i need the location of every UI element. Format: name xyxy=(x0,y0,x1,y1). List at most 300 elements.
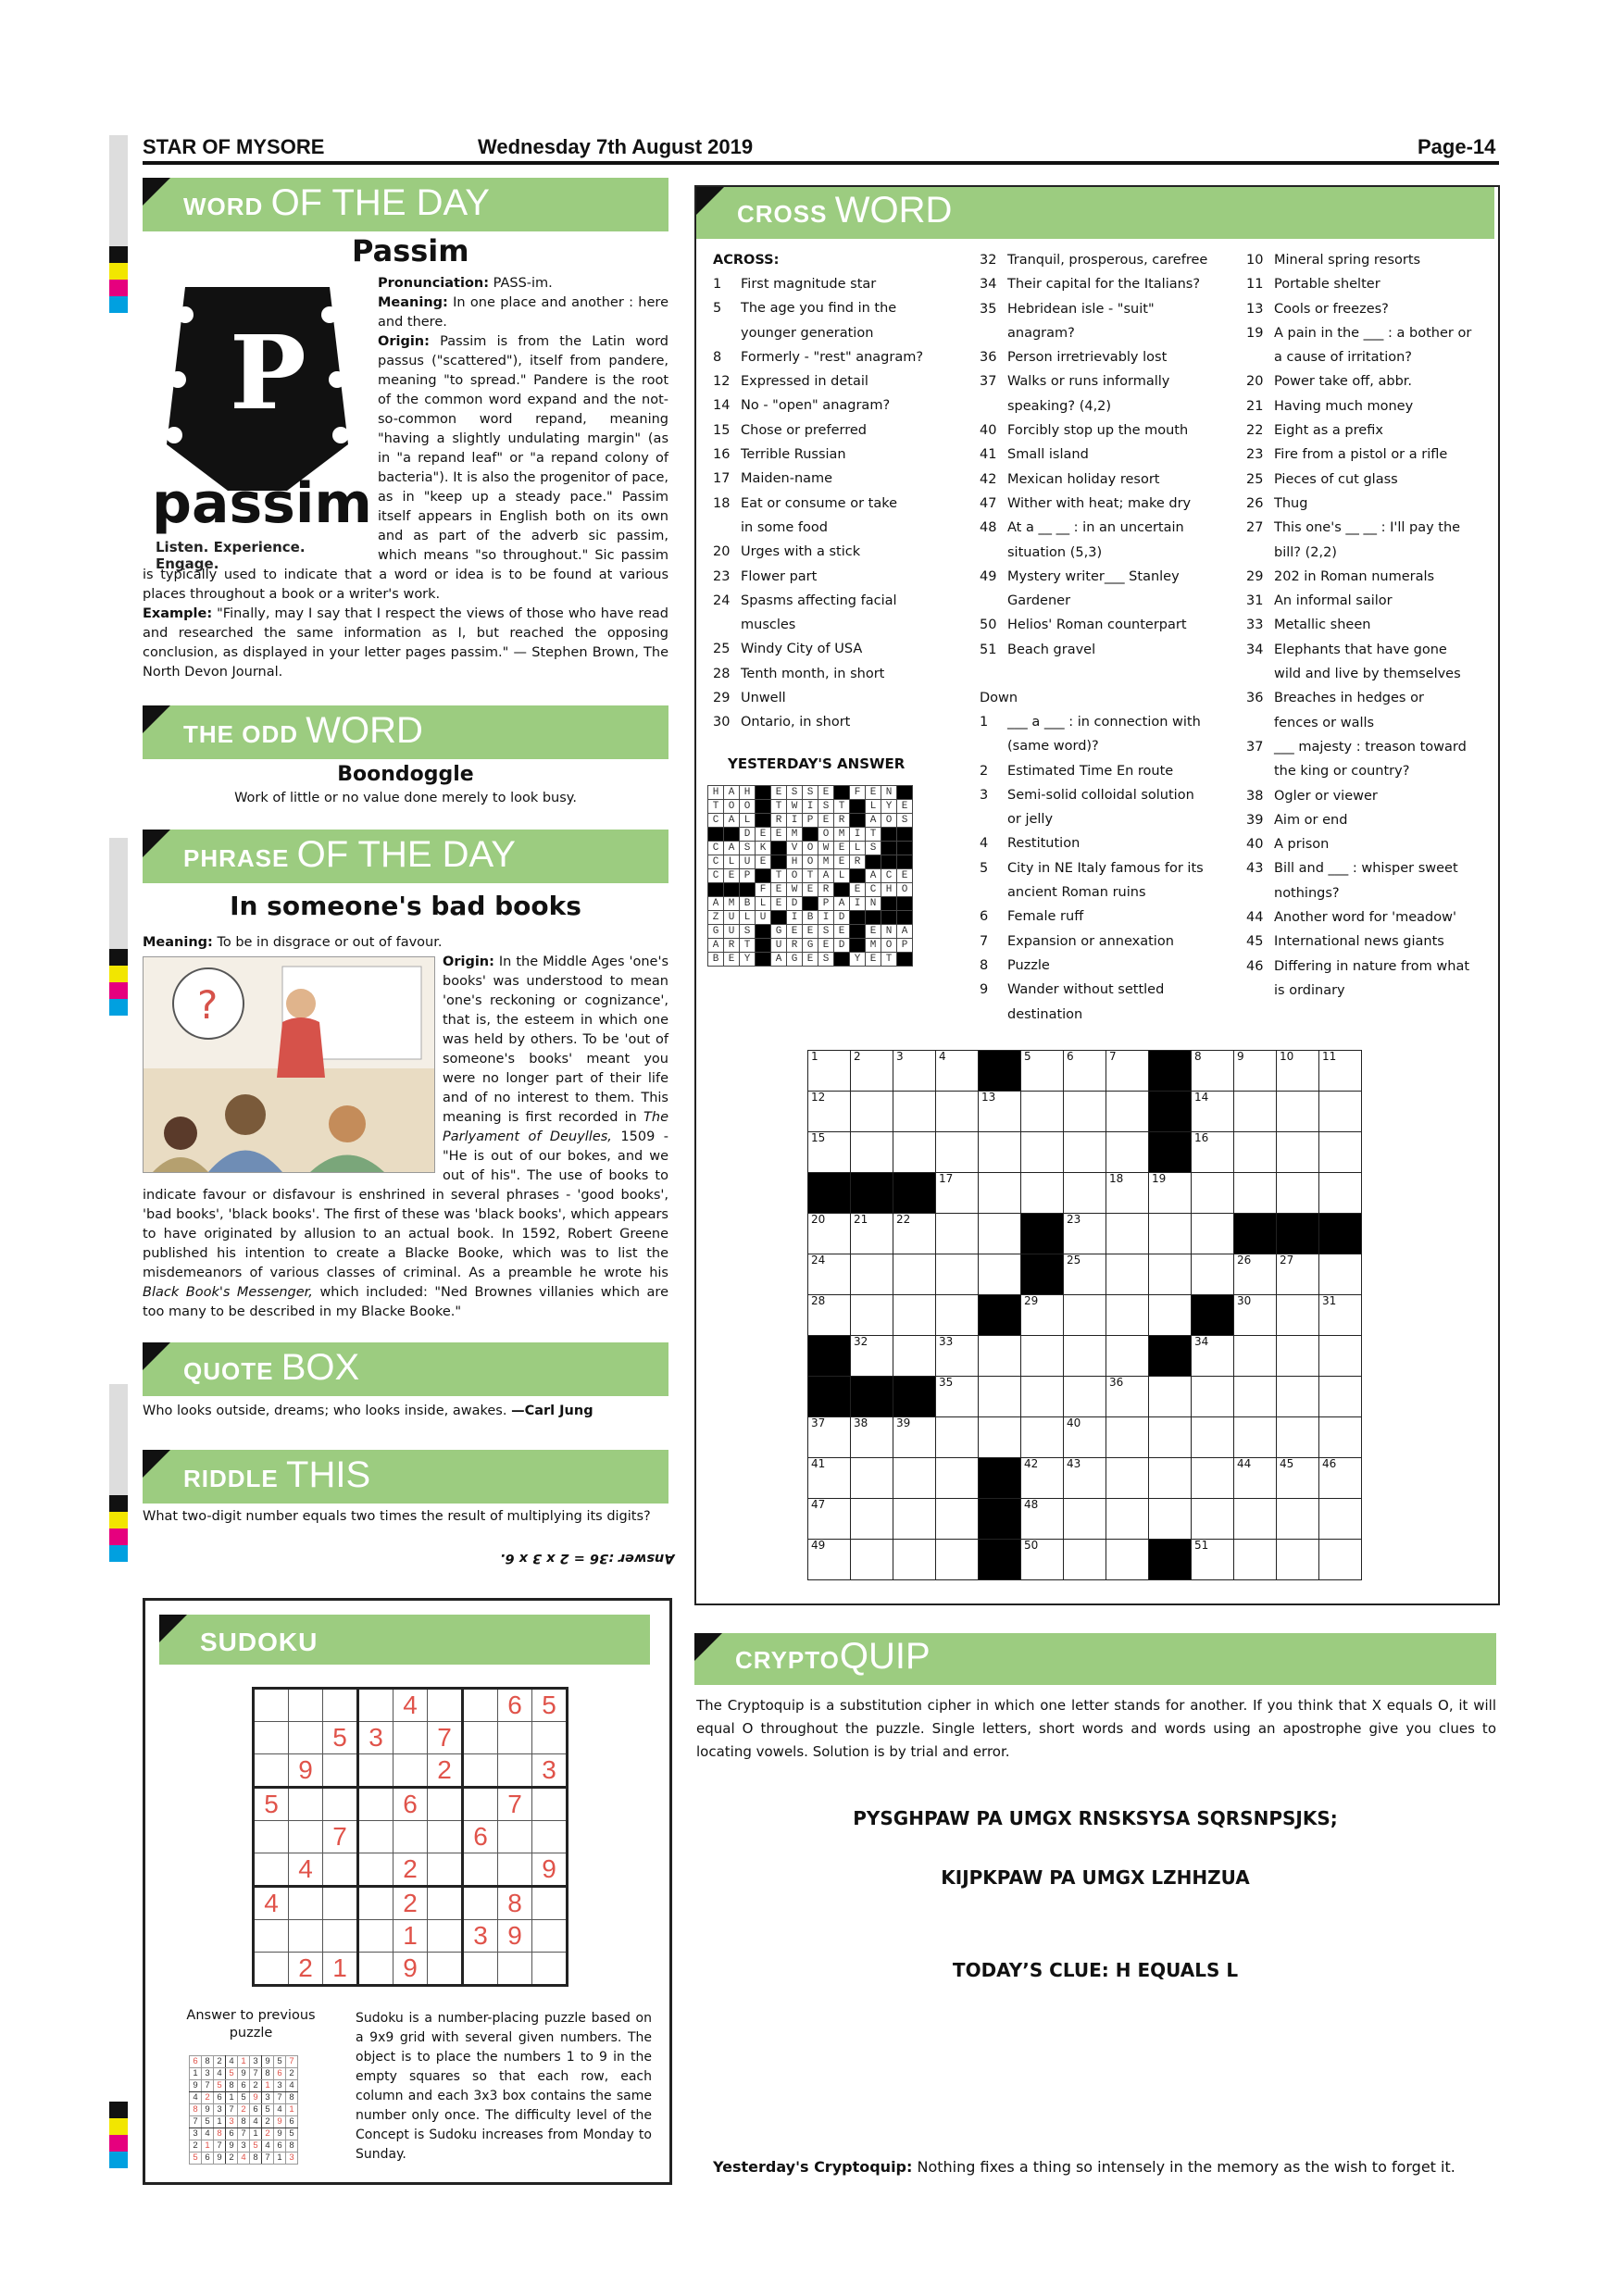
answer-letter: B xyxy=(708,953,724,967)
sudoku-cell[interactable] xyxy=(323,1788,358,1821)
crossword-cell[interactable] xyxy=(1319,1051,1362,1092)
sudoku-cell[interactable]: 4 xyxy=(289,1853,323,1887)
sudoku-cell[interactable] xyxy=(463,1689,498,1722)
crossword-cell[interactable] xyxy=(1149,1377,1192,1417)
sudoku-cell[interactable] xyxy=(532,1788,568,1821)
answer-block xyxy=(724,883,740,897)
sudoku-cell[interactable]: 6 xyxy=(394,1788,428,1821)
crossword-cell[interactable] xyxy=(893,1336,936,1377)
crossword-cell[interactable] xyxy=(1192,1458,1234,1499)
clue-number: 40 xyxy=(1246,837,1264,853)
sudoku-cell[interactable] xyxy=(532,1887,568,1920)
crossword-cell[interactable] xyxy=(1106,1092,1149,1132)
sudoku-cell[interactable] xyxy=(254,1920,289,1953)
crossword-cell[interactable] xyxy=(1234,1458,1277,1499)
crossword-cell[interactable] xyxy=(1234,1092,1277,1132)
sudoku-cell[interactable] xyxy=(463,1887,498,1920)
crossword-cell[interactable] xyxy=(1319,1499,1362,1540)
prev-answer-cell: 5 xyxy=(190,2152,202,2165)
crossword-cell[interactable] xyxy=(1064,1173,1106,1214)
clue-text: Expansion or annexation xyxy=(1007,933,1174,949)
clue-number: 7 xyxy=(980,933,989,949)
crossword-cell[interactable] xyxy=(1277,1051,1319,1092)
crossword-cell[interactable] xyxy=(1064,1051,1106,1092)
sudoku-cell[interactable] xyxy=(532,1953,568,1986)
answer-letter: S xyxy=(866,842,881,855)
crossword-cell[interactable] xyxy=(1319,1092,1362,1132)
crossword-cell[interactable] xyxy=(1192,1173,1234,1214)
sudoku-cell[interactable]: 7 xyxy=(323,1821,358,1853)
crossword-cell[interactable] xyxy=(1021,1417,1064,1458)
crossword-cell[interactable] xyxy=(808,1295,851,1336)
answer-block xyxy=(897,786,913,800)
crossword-cell[interactable] xyxy=(1106,1295,1149,1336)
crossword-cell[interactable] xyxy=(851,1092,893,1132)
odd-word-title: Boondoggle xyxy=(337,763,474,786)
prev-answer-cell: 2 xyxy=(238,2104,250,2116)
crossword-cell[interactable] xyxy=(1234,1540,1277,1580)
sudoku-cell[interactable]: 9 xyxy=(532,1853,568,1887)
crossword-cell[interactable] xyxy=(1021,1295,1064,1336)
crossword-cell[interactable] xyxy=(808,1499,851,1540)
sudoku-cell[interactable] xyxy=(323,1754,358,1788)
crossword-cell[interactable] xyxy=(1064,1540,1106,1580)
sudoku-cell[interactable]: 7 xyxy=(428,1722,463,1754)
sudoku-cell[interactable] xyxy=(358,1754,394,1788)
sudoku-cell[interactable]: 1 xyxy=(394,1920,428,1953)
sudoku-cell[interactable] xyxy=(289,1887,323,1920)
crossword-cell[interactable] xyxy=(1277,1499,1319,1540)
cell-number: 40 xyxy=(1067,1416,1081,1429)
crossword-cell[interactable] xyxy=(1277,1254,1319,1295)
crossword-cell[interactable] xyxy=(1064,1214,1106,1254)
answer-letter: O xyxy=(897,883,913,897)
sudoku-cell[interactable] xyxy=(428,1788,463,1821)
sudoku-cell[interactable] xyxy=(323,1853,358,1887)
crossword-cell[interactable] xyxy=(1192,1499,1234,1540)
sudoku-cell[interactable]: 2 xyxy=(428,1754,463,1788)
sudoku-cell[interactable] xyxy=(498,1821,532,1853)
clue-cont xyxy=(1246,541,1471,565)
answer-letter: P xyxy=(897,939,913,953)
crossword-cell[interactable] xyxy=(936,1540,979,1580)
crossword-cell[interactable] xyxy=(1234,1051,1277,1092)
answer-letter: W xyxy=(787,800,803,814)
crossword-cell[interactable] xyxy=(893,1254,936,1295)
crossword-cell[interactable] xyxy=(1064,1377,1106,1417)
crossword-block xyxy=(808,1173,851,1214)
crossword-cell[interactable] xyxy=(1277,1377,1319,1417)
sudoku-cell[interactable]: 4 xyxy=(394,1689,428,1722)
phrase-title: In someone's bad books xyxy=(230,891,581,921)
phrase-origin-label: Origin: xyxy=(443,955,494,969)
crossword-cell[interactable] xyxy=(1149,1417,1192,1458)
clue-text: The age you find in the xyxy=(741,301,897,317)
clue-number: 6 xyxy=(980,909,989,925)
sudoku-cell[interactable] xyxy=(254,1754,289,1788)
crossword-cell[interactable] xyxy=(1234,1295,1277,1336)
sudoku-cell[interactable] xyxy=(254,1853,289,1887)
crossword-cell[interactable] xyxy=(1064,1336,1106,1377)
sudoku-cell[interactable] xyxy=(394,1722,428,1754)
sudoku-cell[interactable] xyxy=(358,1887,394,1920)
crossword-cell[interactable] xyxy=(1021,1173,1064,1214)
answer-block xyxy=(756,786,771,800)
header-rule xyxy=(143,161,1499,165)
crossword-cell[interactable] xyxy=(851,1417,893,1458)
crossword-cell[interactable] xyxy=(851,1132,893,1173)
crossword-cell[interactable] xyxy=(979,1254,1021,1295)
sudoku-cell[interactable]: 2 xyxy=(394,1853,428,1887)
crossword-cell[interactable] xyxy=(936,1295,979,1336)
crossword-cell[interactable] xyxy=(979,1336,1021,1377)
crossword-cell[interactable] xyxy=(1192,1092,1234,1132)
clue-38 xyxy=(1246,784,1471,808)
crossword-cell[interactable] xyxy=(936,1458,979,1499)
sudoku-cell[interactable] xyxy=(289,1788,323,1821)
registration-mark xyxy=(109,1495,128,1562)
crossword-cell[interactable] xyxy=(1277,1417,1319,1458)
clue-number: 50 xyxy=(980,618,997,633)
sudoku-cell[interactable] xyxy=(358,1821,394,1853)
crossword-cell[interactable] xyxy=(1149,1458,1192,1499)
crossword-cell[interactable] xyxy=(1192,1336,1234,1377)
sudoku-cell[interactable]: 5 xyxy=(323,1722,358,1754)
crossword-cell[interactable] xyxy=(1192,1540,1234,1580)
crossword-cell[interactable] xyxy=(1106,1132,1149,1173)
crossword-cell[interactable] xyxy=(808,1214,851,1254)
crossword-cell[interactable] xyxy=(851,1336,893,1377)
sudoku-cell[interactable]: 5 xyxy=(532,1689,568,1722)
sudoku-cell[interactable] xyxy=(394,1821,428,1853)
cell-number: 28 xyxy=(811,1294,826,1307)
crossword-cell[interactable] xyxy=(1106,1540,1149,1580)
crossword-cell[interactable] xyxy=(808,1458,851,1499)
clue-text: (same word)? xyxy=(1007,739,1099,755)
crossword-cell[interactable] xyxy=(1192,1132,1234,1173)
crossword-cell[interactable] xyxy=(1021,1377,1064,1417)
sudoku-cell[interactable]: 1 xyxy=(323,1953,358,1986)
sudoku-cell[interactable]: 3 xyxy=(463,1920,498,1953)
answer-letter: I xyxy=(850,828,866,842)
crossword-cell[interactable] xyxy=(1319,1458,1362,1499)
crossword-cell[interactable] xyxy=(1319,1377,1362,1417)
crossword-cell[interactable] xyxy=(979,1214,1021,1254)
answer-letter: E xyxy=(866,925,881,939)
clue-number: 23 xyxy=(713,568,731,584)
sudoku-cell[interactable]: 4 xyxy=(254,1887,289,1920)
prev-answer-cell: 9 xyxy=(214,2152,226,2165)
crossword-cell[interactable] xyxy=(1021,1540,1064,1580)
crossword-cell[interactable] xyxy=(1234,1377,1277,1417)
crossword-cell[interactable] xyxy=(1106,1458,1149,1499)
crossword-cell[interactable] xyxy=(808,1417,851,1458)
answer-block xyxy=(740,883,756,897)
crossword-cell[interactable] xyxy=(893,1132,936,1173)
crossword-cell[interactable] xyxy=(1064,1254,1106,1295)
crossword-cell[interactable] xyxy=(851,1540,893,1580)
crossword-cell[interactable] xyxy=(1064,1132,1106,1173)
sudoku-banner xyxy=(159,1615,650,1665)
crossword-cell[interactable] xyxy=(1234,1254,1277,1295)
crossword-cell[interactable] xyxy=(1192,1051,1234,1092)
sudoku-cell[interactable] xyxy=(463,1953,498,1986)
clue-text: Thug xyxy=(1274,495,1308,511)
sudoku-cell[interactable] xyxy=(358,1689,394,1722)
crossword-cell[interactable] xyxy=(851,1499,893,1540)
crossword-cell[interactable] xyxy=(1234,1417,1277,1458)
sudoku-cell[interactable] xyxy=(498,1953,532,1986)
crossword-cell[interactable] xyxy=(1192,1417,1234,1458)
crossword-cell[interactable] xyxy=(1234,1336,1277,1377)
sudoku-cell[interactable]: 7 xyxy=(498,1788,532,1821)
crossword-cell[interactable] xyxy=(936,1499,979,1540)
crossword-cell[interactable] xyxy=(893,1417,936,1458)
crossword-cell[interactable] xyxy=(851,1254,893,1295)
crossword-cell[interactable] xyxy=(979,1092,1021,1132)
clue-text: Breaches in hedges or xyxy=(1274,691,1424,706)
crossword-cell[interactable] xyxy=(1149,1173,1192,1214)
crossword-cell[interactable] xyxy=(1064,1417,1106,1458)
crossword-cell[interactable] xyxy=(979,1173,1021,1214)
crossword-cell[interactable] xyxy=(1319,1295,1362,1336)
crossword-cell[interactable] xyxy=(1021,1092,1064,1132)
registration-mark xyxy=(109,949,128,1016)
sudoku-cell[interactable] xyxy=(358,1853,394,1887)
clue-cont xyxy=(1246,711,1471,735)
crossword-cell[interactable] xyxy=(851,1051,893,1092)
sudoku-cell[interactable] xyxy=(532,1722,568,1754)
prev-answer-cell: 1 xyxy=(226,2092,238,2104)
sudoku-cell[interactable] xyxy=(463,1754,498,1788)
crossword-cell[interactable] xyxy=(1192,1377,1234,1417)
crossword-cell[interactable] xyxy=(1277,1092,1319,1132)
crossword-cell[interactable] xyxy=(936,1377,979,1417)
crossword-cell[interactable] xyxy=(1277,1540,1319,1580)
crossword-cell[interactable] xyxy=(1277,1336,1319,1377)
crossword-cell[interactable] xyxy=(1319,1173,1362,1214)
crossword-block xyxy=(808,1336,851,1377)
crossword-cell[interactable] xyxy=(1234,1173,1277,1214)
sudoku-cell[interactable] xyxy=(428,1853,463,1887)
sudoku-cell[interactable] xyxy=(289,1920,323,1953)
answer-letter: M xyxy=(834,828,850,842)
crossword-cell[interactable] xyxy=(936,1051,979,1092)
crossword-cell[interactable] xyxy=(1106,1417,1149,1458)
sudoku-cell[interactable] xyxy=(498,1853,532,1887)
clue-text: Expressed in detail xyxy=(741,374,868,390)
sudoku-cell[interactable] xyxy=(498,1754,532,1788)
sudoku-cell[interactable] xyxy=(463,1853,498,1887)
crossword-cell[interactable] xyxy=(808,1540,851,1580)
answer-letter: L xyxy=(834,869,850,883)
crossword-cell[interactable] xyxy=(936,1132,979,1173)
banner-small: PHRASE xyxy=(183,844,290,872)
clue-number: 25 xyxy=(713,642,731,657)
sudoku-cell[interactable] xyxy=(463,1722,498,1754)
sudoku-cell[interactable] xyxy=(428,1689,463,1722)
crossword-cell[interactable] xyxy=(1106,1499,1149,1540)
crossword-cell[interactable] xyxy=(1234,1132,1277,1173)
sudoku-cell[interactable]: 9 xyxy=(394,1953,428,1986)
prev-answer-cell: 7 xyxy=(226,2104,238,2116)
sudoku-cell[interactable] xyxy=(532,1920,568,1953)
crossword-cell[interactable] xyxy=(893,1092,936,1132)
sudoku-cell[interactable] xyxy=(498,1722,532,1754)
sudoku-cell[interactable] xyxy=(428,1887,463,1920)
clue-39 xyxy=(1246,808,1471,832)
sudoku-cell[interactable] xyxy=(358,1953,394,1986)
sudoku-cell[interactable] xyxy=(254,1821,289,1853)
crossword-cell[interactable] xyxy=(1149,1499,1192,1540)
crossword-cell[interactable] xyxy=(893,1458,936,1499)
sudoku-cell[interactable] xyxy=(428,1920,463,1953)
sudoku-cell[interactable]: 8 xyxy=(498,1887,532,1920)
sudoku-cell[interactable] xyxy=(254,1953,289,1986)
sudoku-cell[interactable] xyxy=(428,1821,463,1853)
crossword-cell[interactable] xyxy=(1064,1092,1106,1132)
crossword-cell[interactable] xyxy=(893,1214,936,1254)
crossword-cell[interactable] xyxy=(1106,1173,1149,1214)
crossword-cell[interactable] xyxy=(1149,1214,1192,1254)
clue-text: the king or country? xyxy=(1274,764,1410,780)
crossword-cell[interactable] xyxy=(1021,1051,1064,1092)
sudoku-cell[interactable] xyxy=(358,1920,394,1953)
crossword-cell[interactable] xyxy=(979,1132,1021,1173)
crossword-cell[interactable] xyxy=(1319,1254,1362,1295)
crossword-cell[interactable] xyxy=(936,1336,979,1377)
crossword-cell[interactable] xyxy=(893,1499,936,1540)
crossword-cell[interactable] xyxy=(1064,1499,1106,1540)
answer-letter: E xyxy=(803,953,818,967)
sudoku-cell[interactable] xyxy=(428,1953,463,1986)
crossword-cell[interactable] xyxy=(1277,1173,1319,1214)
crossword-cell[interactable] xyxy=(936,1254,979,1295)
sudoku-cell[interactable]: 6 xyxy=(463,1821,498,1853)
sudoku-cell[interactable]: 5 xyxy=(254,1788,289,1821)
sudoku-grid[interactable] xyxy=(252,1687,568,1987)
crossword-cell[interactable] xyxy=(1106,1051,1149,1092)
answer-letter: Y xyxy=(881,800,897,814)
prev-answer-cell: 1 xyxy=(214,2116,226,2128)
clue-text: Mineral spring resorts xyxy=(1274,253,1421,268)
cell-number: 44 xyxy=(1237,1457,1252,1470)
crossword-cell[interactable] xyxy=(1319,1336,1362,1377)
crossword-cell[interactable] xyxy=(808,1051,851,1092)
crossword-cell[interactable] xyxy=(1064,1295,1106,1336)
sudoku-cell[interactable] xyxy=(289,1821,323,1853)
crossword-cell[interactable] xyxy=(936,1417,979,1458)
crossword-cell[interactable] xyxy=(1106,1214,1149,1254)
crossword-cell[interactable] xyxy=(851,1295,893,1336)
crossword-cell[interactable] xyxy=(1277,1295,1319,1336)
prev-answer-cell: 1 xyxy=(274,2152,286,2165)
crossword-cell[interactable] xyxy=(1319,1132,1362,1173)
answer-letter: E xyxy=(771,786,787,800)
crossword-cell[interactable] xyxy=(1149,1254,1192,1295)
prev-answer-cell: 9 xyxy=(274,2116,286,2128)
sudoku-cell[interactable] xyxy=(323,1689,358,1722)
answer-letter: E xyxy=(834,842,850,855)
sudoku-cell[interactable] xyxy=(463,1788,498,1821)
crossword-cell[interactable] xyxy=(936,1214,979,1254)
logo-wordmark: passim xyxy=(152,471,372,536)
crossword-cell[interactable] xyxy=(808,1132,851,1173)
clue-40 xyxy=(1246,832,1471,856)
crossword-cell[interactable] xyxy=(1064,1458,1106,1499)
sudoku-cell[interactable] xyxy=(358,1788,394,1821)
answer-letter: E xyxy=(803,925,818,939)
crossword-cell[interactable] xyxy=(1319,1417,1362,1458)
page-number: Page-14 xyxy=(1418,135,1496,158)
crossword-cell[interactable] xyxy=(851,1214,893,1254)
crossword-cell[interactable] xyxy=(1106,1254,1149,1295)
crossword-cell[interactable] xyxy=(1021,1132,1064,1173)
sudoku-cell[interactable] xyxy=(323,1920,358,1953)
crossword-cell[interactable] xyxy=(1277,1458,1319,1499)
crossword-cell[interactable] xyxy=(1192,1254,1234,1295)
sudoku-cell[interactable]: 9 xyxy=(498,1920,532,1953)
crossword-cell[interactable] xyxy=(1021,1336,1064,1377)
crossword-cell[interactable] xyxy=(1277,1132,1319,1173)
crossword-cell[interactable] xyxy=(979,1417,1021,1458)
sudoku-cell[interactable]: 2 xyxy=(289,1953,323,1986)
crossword-cell[interactable] xyxy=(1106,1377,1149,1417)
sudoku-cell[interactable]: 3 xyxy=(358,1722,394,1754)
crossword-grid[interactable] xyxy=(807,1050,1362,1580)
sudoku-cell[interactable]: 3 xyxy=(532,1754,568,1788)
clue-23 xyxy=(713,565,923,589)
sudoku-cell[interactable] xyxy=(323,1887,358,1920)
crossword-cell[interactable] xyxy=(1021,1458,1064,1499)
crossword-cell[interactable] xyxy=(936,1092,979,1132)
crossword-cell[interactable] xyxy=(808,1092,851,1132)
crossword-cell[interactable] xyxy=(808,1254,851,1295)
crossword-cell[interactable] xyxy=(1192,1214,1234,1254)
cell-number: 6 xyxy=(1067,1050,1074,1063)
crossword-cell[interactable] xyxy=(1149,1295,1192,1336)
sudoku-cell[interactable] xyxy=(289,1722,323,1754)
sudoku-cell[interactable] xyxy=(254,1689,289,1722)
crossword-cell[interactable] xyxy=(936,1173,979,1214)
crossword-cell[interactable] xyxy=(893,1295,936,1336)
prev-answer-cell: 7 xyxy=(214,2140,226,2152)
crossword-cell[interactable] xyxy=(893,1051,936,1092)
clue-25 xyxy=(1246,468,1471,492)
phrase-origin-b: 1509 - "He is out of our bokes, and we out of his". The use of books to indicate favour or disfavour is enshrined in several phrases - 'good books', 'bad books', 'black books'. The first of these was 'black books', which appears to have originated by allusion to an actual book. In 1592, Robert Greene published his intention to create a Blacke Booke, which was to list the misdemeanors of various classes of criminal. As a preamble he wrote his xyxy=(143,1129,668,1280)
sudoku-cell[interactable]: 9 xyxy=(289,1754,323,1788)
crossword-cell[interactable] xyxy=(1234,1499,1277,1540)
answer-letter: R xyxy=(787,939,803,953)
crossword-cell[interactable] xyxy=(893,1540,936,1580)
crossword-cell[interactable] xyxy=(851,1458,893,1499)
crossword-cell[interactable] xyxy=(1021,1499,1064,1540)
cell-number: 24 xyxy=(811,1254,826,1267)
crossword-cell[interactable] xyxy=(1106,1336,1149,1377)
crossword-cell[interactable] xyxy=(1319,1540,1362,1580)
sudoku-cell[interactable]: 2 xyxy=(394,1887,428,1920)
crossword-cell[interactable] xyxy=(979,1377,1021,1417)
prev-answer-cell: 2 xyxy=(202,2092,214,2104)
sudoku-cell[interactable] xyxy=(394,1754,428,1788)
sudoku-cell[interactable] xyxy=(254,1722,289,1754)
prev-answer-cell: 2 xyxy=(286,2068,298,2080)
sudoku-cell[interactable] xyxy=(289,1689,323,1722)
answer-letter: N xyxy=(881,786,897,800)
sudoku-cell[interactable] xyxy=(532,1821,568,1853)
sudoku-cell[interactable]: 6 xyxy=(498,1689,532,1722)
prev-answer-cell: 9 xyxy=(202,2104,214,2116)
